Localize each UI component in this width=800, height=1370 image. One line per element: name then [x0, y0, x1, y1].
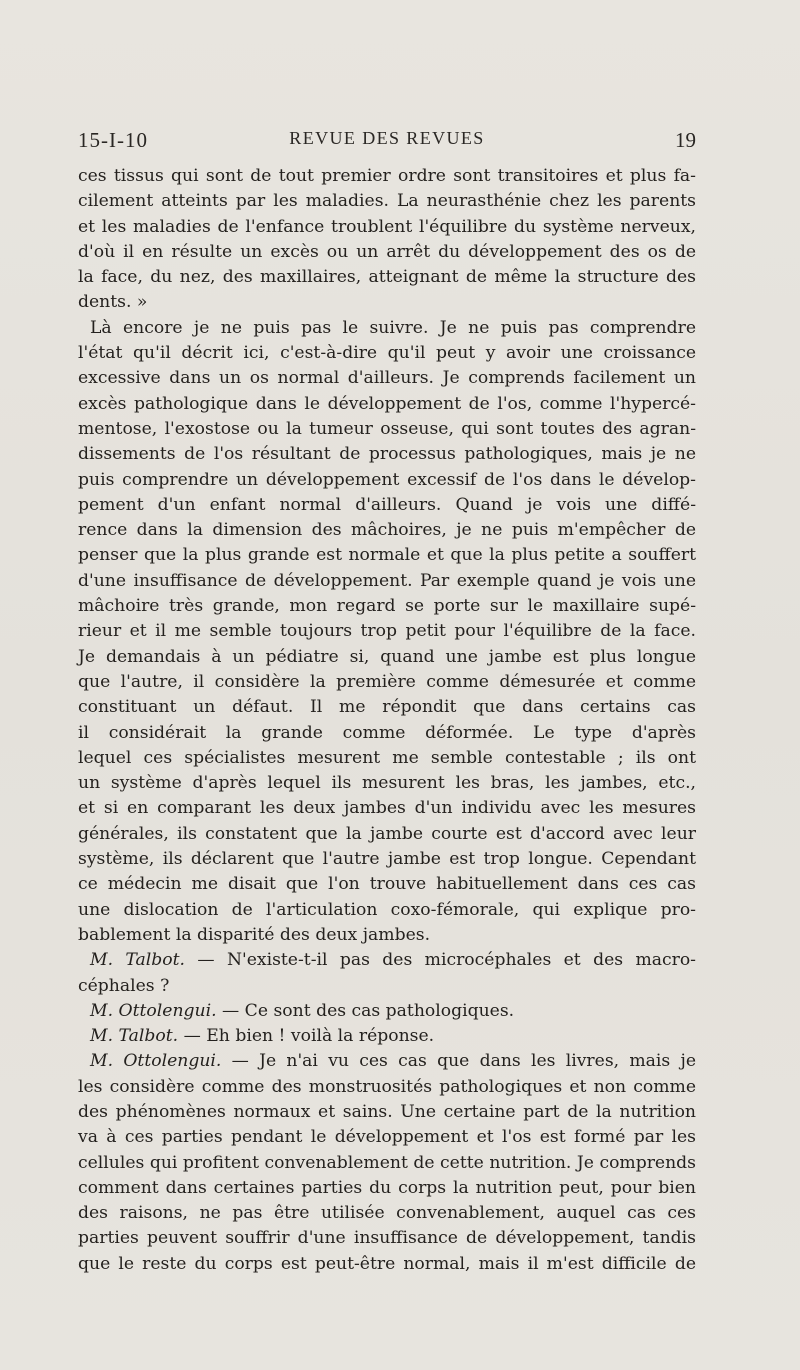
- text-line: [78, 1049, 696, 1074]
- text-line: système, ils déclarent que l'autre jambe est trop longue. Cependant: [78, 849, 696, 870]
- text-line: générales, ils constatent que la jambe courte est d'accord avec leur: [78, 823, 696, 844]
- text-line: comment dans certaines parties du corps la nutrition peut, pour bien: [78, 1177, 696, 1198]
- running-title: REVUE DES REVUES: [289, 128, 485, 148]
- text-line: Je demandais à un pédiatre si, quand une jambe est plus longue: [78, 646, 696, 667]
- text-line: que l'autre, il considère la première comme démesurée et comme: [78, 671, 696, 692]
- speaker-name: M. Ottolengui.: [90, 1051, 222, 1072]
- text-line: d'où il en résulte un excès ou un arrêt du développement des os de: [78, 241, 696, 262]
- text-line: ces tissus qui sont de tout premier ordre sont transitoires et plus fa-: [78, 166, 696, 186]
- text-line: puis comprendre un développement excessif de l'os dans le dévelop-: [78, 469, 696, 490]
- text-line: que le reste du corps est peut-être normal, mais il m'est difficile de: [78, 1253, 696, 1274]
- text-line: mâchoire très grande, mon regard se porte sur le maxillaire supé-: [78, 596, 696, 617]
- speaker-text: — Eh bien ! voilà la réponse.: [178, 1026, 435, 1047]
- speaker-name: M. Talbot.: [90, 1026, 179, 1047]
- text-line: un système d'après lequel ils mesurent les bras, les jambes, etc.,: [78, 773, 696, 794]
- text-line: céphales ?: [78, 975, 170, 996]
- speaker-name: M. Ottolengui.: [90, 1000, 217, 1021]
- text-line: pement d'un enfant normal d'ailleurs. Quand je vois une diffé-: [78, 494, 696, 515]
- text-line: il considérait la grande comme déformée. Le type d'après: [78, 722, 696, 743]
- text-line: ce médecin me disait que l'on trouve habituellement dans ces cas: [78, 874, 696, 895]
- text-line: lequel ces spécialistes mesurent me semble contestable ; ils ont: [78, 747, 696, 768]
- text-line: [78, 948, 696, 973]
- text-line: Là encore je ne puis pas le suivre. Je ne puis pas comprendre: [90, 317, 696, 338]
- text-line: excès pathologique dans le développement de l'os, comme l'hypercé-: [78, 393, 696, 414]
- text-line: l'état qu'il décrit ici, c'est-à-dire qu'il peut y avoir une croissance: [78, 343, 696, 364]
- text-line: une dislocation de l'articulation coxo-fémorale, qui explique pro-: [78, 899, 696, 920]
- text-line: [78, 999, 696, 1024]
- text-line: cellules qui profitent convenablement de cette nutrition. Je comprends: [78, 1152, 696, 1173]
- text-line: les considère comme des monstruosités pathologiques et non comme: [78, 1076, 696, 1097]
- speaker-text: — Ce sont des cas pathologiques.: [216, 1000, 515, 1021]
- speaker-text: — Je n'ai vu ces cas que dans les livres, mais je: [221, 1051, 696, 1072]
- text-line: mentose, l'exostose ou la tumeur osseuse, qui sont toutes des agran-: [78, 418, 696, 439]
- text-line: des raisons, ne pas être utilisée convenablement, auquel cas ces: [78, 1203, 696, 1224]
- text-line: d'une insuffisance de développement. Par exemple quand je vois une: [78, 570, 696, 591]
- text-line: [78, 1024, 696, 1049]
- text-line: dents. »: [78, 292, 148, 313]
- text-line: et si en comparant les deux jambes d'un individu avec les mesures: [78, 798, 696, 819]
- text-line: parties peuvent souffrir d'une insuffisance de développement, tandis: [78, 1228, 696, 1249]
- speaker-name: M. Talbot.: [90, 950, 186, 971]
- text-line: des phénomènes normaux et sains. Une certaine part de la nutrition: [78, 1101, 696, 1122]
- text-line: et les maladies de l'enfance troublent l'équilibre du système nerveux,: [78, 216, 696, 237]
- text-line: constituant un défaut. Il me répondit que dans certains cas: [78, 697, 696, 718]
- text-line: rieur et il me semble toujours trop petit pour l'équilibre de la face.: [78, 621, 696, 642]
- text-line: la face, du nez, des maxillaires, atteignant de même la structure des: [78, 267, 696, 288]
- body-text: [78, 164, 696, 1277]
- text-line: bablement la disparité des deux jambes.: [78, 924, 431, 945]
- text-line: cilement atteints par les maladies. La neurasthénie chez les parents: [78, 191, 696, 212]
- text-line: dissements de l'os résultant de processus pathologiques, mais je ne: [78, 444, 696, 465]
- running-head: [78, 128, 696, 158]
- text-line: va à ces parties pendant le développement et l'os est formé par les: [78, 1127, 696, 1148]
- section-folio: 15-I-10: [78, 128, 148, 152]
- page-number: 19: [675, 128, 696, 152]
- text-line: excessive dans un os normal d'ailleurs. Je comprends facilement un: [78, 368, 696, 389]
- text-line: penser que la plus grande est normale et que la plus petite a souffert: [78, 545, 696, 566]
- speaker-text: — N'existe-t-il pas des microcéphales et des macro-: [185, 950, 696, 971]
- text-line: rence dans la dimension des mâchoires, je ne puis m'empêcher de: [78, 520, 696, 541]
